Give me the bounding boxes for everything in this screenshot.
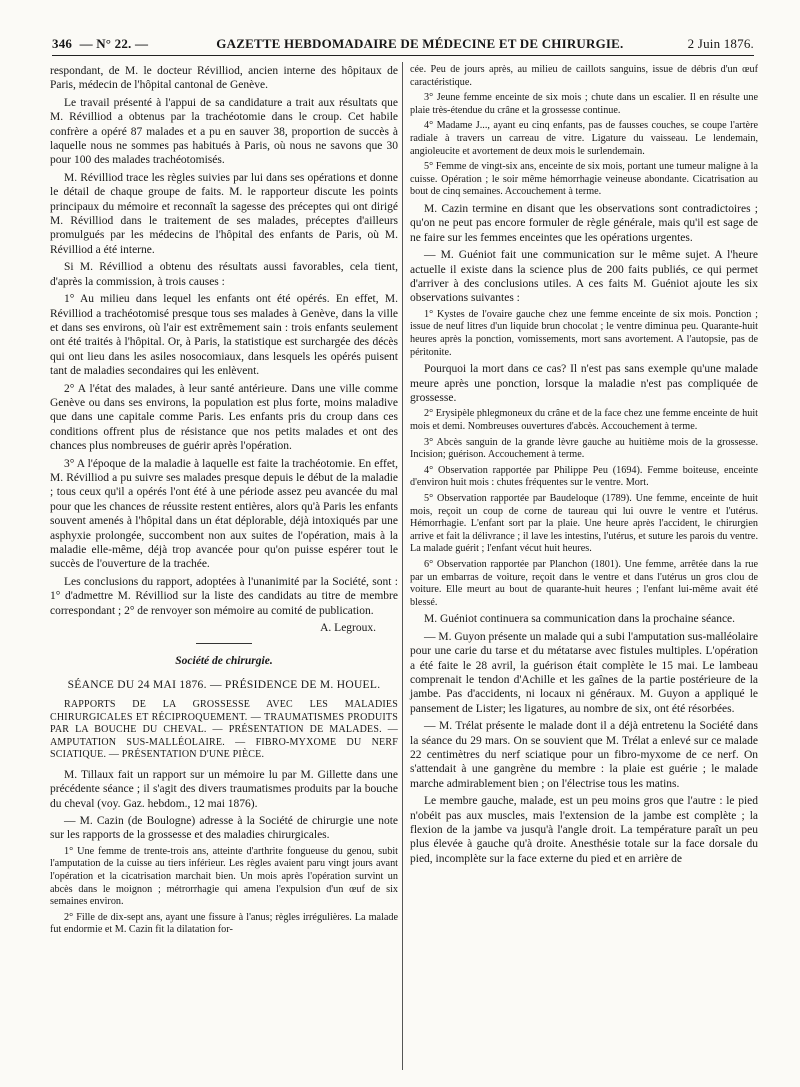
paragraph: M. Tillaux fait un rapport sur un mémoire lu par M. Gillette dans une précédente séance ; il s'agit des divers traumatismes produits par la bouche du cheval (voy. Gaz. hebdom., 12 mai 1876). <box>50 768 398 810</box>
observation: 4° Madame J..., ayant eu cinq enfants, pas de fausses couches, se coupe l'artère radiale à travers un carreau de vitre. Ligature du vaisseau. Le lendemain, angioleucite et avortement de deux mois le surlendemain. <box>410 120 758 157</box>
session-summary: RAPPORTS DE LA GROSSESSE AVEC LES MALADIES CHIRURGICALES ET RÉCIPROQUEMENT. — TRAUMATISMES PRODUITS PAR LA BOUCHE DU CHEVAL. — PRÉSENTATION DE MALADES. — AMPUTATION SUS-MALLÉOLAIRE. — FIBRO-MYXOME DU NERF SCIATIQUE. — PRÉSENTATION D'UNE PIÈCE. <box>50 699 398 761</box>
session-heading: SÉANCE DU 24 MAI 1876. — PRÉSIDENCE DE M. HOUEL. <box>67 678 381 691</box>
issue-date: 2 Juin 1876. <box>687 36 754 51</box>
observation: 5° Observation rapportée par Baudeloque (1789). Une femme, enceinte de huit mois, reçoit un coup de corne de taureau qui lui ouvre le ventre et l'utérus. Hémorrhagie. L'enfant sort par la plaie. Une heure après l'accident, le chirurgien arrive et fait la délivrance ; il lave les intestins, l'utérus, et suture les parois du ventre. La malade guérit ; l'enfant vécut huit heures. <box>410 492 758 555</box>
column-divider <box>402 62 403 1070</box>
paragraph: Pourquoi la mort dans ce cas? Il n'est pas sans exemple qu'une malade meure après une ponction, lorsque la maladie n'est pas compliquée de grossesse. <box>410 363 758 404</box>
paragraph: — M. Trélat présente le malade dont il a déjà entretenu la Société dans la séance du 29 mars. On se souvient que M. Trélat a enlevé sur ce malade 22 centimètres du nerf sciatique pour un fibro-myxome de ce nerf. On s'attendait à une gangrène du membre : la plaie est guérie ; le malade marche admirablement bien ; on l'électrise tous les matins. <box>410 720 758 790</box>
issue-number: — N° 22. — <box>79 36 149 51</box>
paragraph: Les conclusions du rapport, adoptées à l'unanimité par la Société, sont : 1° d'admettre M. Révilliod sur la liste des candidats au titre de membre correspondant ; 2° de renvoyer son mémoire au comité de publication. <box>50 575 398 617</box>
page-number: 346 <box>52 36 73 51</box>
paragraph: Le travail présenté à l'appui de sa candidature a trait aux résultats que M. Révilliod a obtenus par la trachéotomie dans le croup. Cet habile confrère a opéré 87 malades et a pu en sauver 38, proportion de succès à laquelle nous ne sommes pas habitués à Paris, où nous ne savons que 30 pour 100 des malades trachéotomisés. <box>50 96 398 167</box>
observation: 2° Erysipèle phlegmoneux du crâne et de la face chez une femme enceinte de huit mois et demi. Nombreuses ouvertures d'abcès. Accouchement à terme. <box>410 408 758 432</box>
paragraph: 1° Au milieu dans lequel les enfants ont été opérés. En effet, M. Révilliod a trachéotomisé presque tous ses malades à Genève, dans la ville et dans ses environs, où l'air est extrêmement sain : trois enfants seulement ont été traités à l'hôpital. Or, à Paris, la statistique est surchargée des décès qui ont lieu dans les asiles nosocomiaux, dans lesquels les opérés puisent tant de maladies secondaires qui les enlèvent. <box>50 293 398 378</box>
observation: 1° Kystes de l'ovaire gauche chez une femme enceinte de six mois. Ponction ; issue de neuf litres d'un liquide brun chocolat ; le ventre diminua peu. Quarante-huit heures après la ponction, vomissements, mort sans avortement. A l'autopsie, pas de péritonite. <box>410 308 758 358</box>
paragraph: — M. Cazin (de Boulogne) adresse à la Société de chirurgie une note sur les rapports de la grossesse et des maladies chirurgicales. <box>50 814 398 842</box>
paragraph: — M. Guéniot fait une communication sur le même sujet. A l'heure actuelle il existe dans la science plus de 200 faits publiés, ce qui permet d'arriver à des conclusions utiles. A ces faits M. Guéniot ajoute les six observations suivantes : <box>410 249 758 305</box>
paragraph: 2° A l'état des malades, à leur santé antérieure. Dans une ville comme Genève ou dans ses environs, la population est plus forte, moins maladive que dans une capitale comme Paris. Les enfants pris du croup dans ces conditions offrent plus de résistance que nos petits malades et ont des chances plus nombreuses de guérir après l'opération. <box>50 382 398 453</box>
observation: 3° Jeune femme enceinte de six mois ; chute dans un escalier. Il en résulte une plaie très-étendue du crâne et la grossesse continue. <box>410 92 758 116</box>
separator-rule <box>196 643 252 644</box>
observation: 6° Observation rapportée par Planchon (1801). Une femme, arrêtée dans la rue par un embarras de voiture, reçoit dans le ventre et dans l'utérus un gros clou de voiture. Elle meurt au bout de quarante-huit heures ; l'enfant lui-même avait été blessé. <box>410 558 758 608</box>
paragraph: 3° A l'époque de la maladie à laquelle est faite la trachéotomie. En effet, M. Révilliod a pu suivre ses malades presque depuis le début de la maladie ; tous ceux qu'il a opérés l'ont été à une période assez peu avancée du mal pour que les chances de réussite restent entières, alors qu'à Paris les enfants souvent amenés à l'hôpital dans un état déplorable, déjà intoxiqués par une asphyxie prolongée, succombent non aux suites de l'opération, mais à la maladie elle-même, déjà trop avancée pour qu'on puisse espérer tout le succès de l'ouverture de la trachée. <box>50 457 398 571</box>
paragraph: Si M. Révilliod a obtenu des résultats aussi favorables, cela tient, d'après la commission, à trois causes : <box>50 261 398 288</box>
running-header <box>52 26 754 56</box>
observation: 2° Fille de dix-sept ans, ayant une fissure à l'anus; règles irrégulières. La malade fut endormie et M. Cazin fit la dilatation for- <box>50 911 398 936</box>
observation: 3° Abcès sanguin de la grande lèvre gauche au huitième mois de la grossesse. Incision; guérison. Accouchement à terme. <box>410 436 758 461</box>
left-column <box>50 64 398 940</box>
journal-title: GAZETTE HEBDOMADAIRE DE MÉDECINE ET DE CHIRURGIE. <box>216 36 624 51</box>
right-column <box>410 64 758 869</box>
section-title: Société de chirurgie. <box>175 655 273 668</box>
signature: A. Legroux. <box>320 622 376 635</box>
paragraph: M. Révilliod trace les règles suivies par lui dans ses opérations et donne le détail de chaque groupe de faits. M. le rapporteur discute les points principaux du mémoire et reconnaît la sagesse des préceptes qui ont dirigé M. Révilliod dans le traitement de ses malades, préceptes d'ailleurs promulgués par les médecins de l'hôpital des enfants de Paris, où M. Révilliod a été interne. <box>50 171 398 256</box>
paragraph: respondant, de M. le docteur Révilliod, ancien interne des hôpitaux de Paris, médecin de l'hôpital cantonal de Genève. <box>50 65 398 92</box>
observation: cée. Peu de jours après, au milieu de caillots sanguins, issue de débris d'un œuf caractéristique. <box>410 64 758 88</box>
observation: 4° Observation rapportée par Philippe Peu (1694). Femme boiteuse, enceinte d'environ huit mois : chutes fréquentes sur le ventre. Mort. <box>410 464 758 489</box>
paragraph: M. Cazin termine en disant que les observations sont contradictoires ; qu'on ne peut pas encore formuler de règle générale, mais qu'il est sage de ne faire sur les femmes enceintes que les opérations urgentes. <box>410 202 758 244</box>
paragraph: Le membre gauche, malade, est un peu moins gros que l'autre : le pied n'obéit pas aux muscles, mais l'extension de la jambe est complète ; la flexion de la jambe va jusqu'à l'angle droit. La température paraît un peu plus élevée à gauche qu'à droite. Anesthésie totale sur la face dorsale du pied, incomplète sur la face externe du pied et en arrière de <box>410 795 758 865</box>
observation: 5° Femme de vingt-six ans, enceinte de six mois, portant une tumeur maligne à la cuisse. Opération ; le soir même hémorrhagie veineuse abondante. Cicatrisation au bout de cinq semaines. Accouchement à terme. <box>410 161 758 198</box>
paragraph: — M. Guyon présente un malade qui a subi l'amputation sus-malléolaire pour une carie du tarse et du métatarse avec fistules multiples. L'opération a été faite le 28 avril, la guérison était complète le 15 mai. Le lambeau comprenait le tendon d'Achille et les gaînes de la partie postérieure de la jambe. Pas d'accidents, ni locaux ni généraux. M. Guyon a appliqué le pansement de Lister; les ligatures, au nombre de six, ont été résorbées. <box>410 630 758 715</box>
observation: 1° Une femme de trente-trois ans, atteinte d'arthrite fongueuse du genou, subit l'amputation de la cuisse au tiers inférieur. Les règles avaient paru vingt jours avant l'opération et la cicatrisation marchait bien. Un mois après l'opération survint un abcès dans le moignon ; métrorrhagie qui amena l'expulsion d'un œuf de six semaines environ. <box>50 845 398 908</box>
paragraph: M. Guéniot continuera sa communication dans la prochaine séance. <box>424 613 736 626</box>
